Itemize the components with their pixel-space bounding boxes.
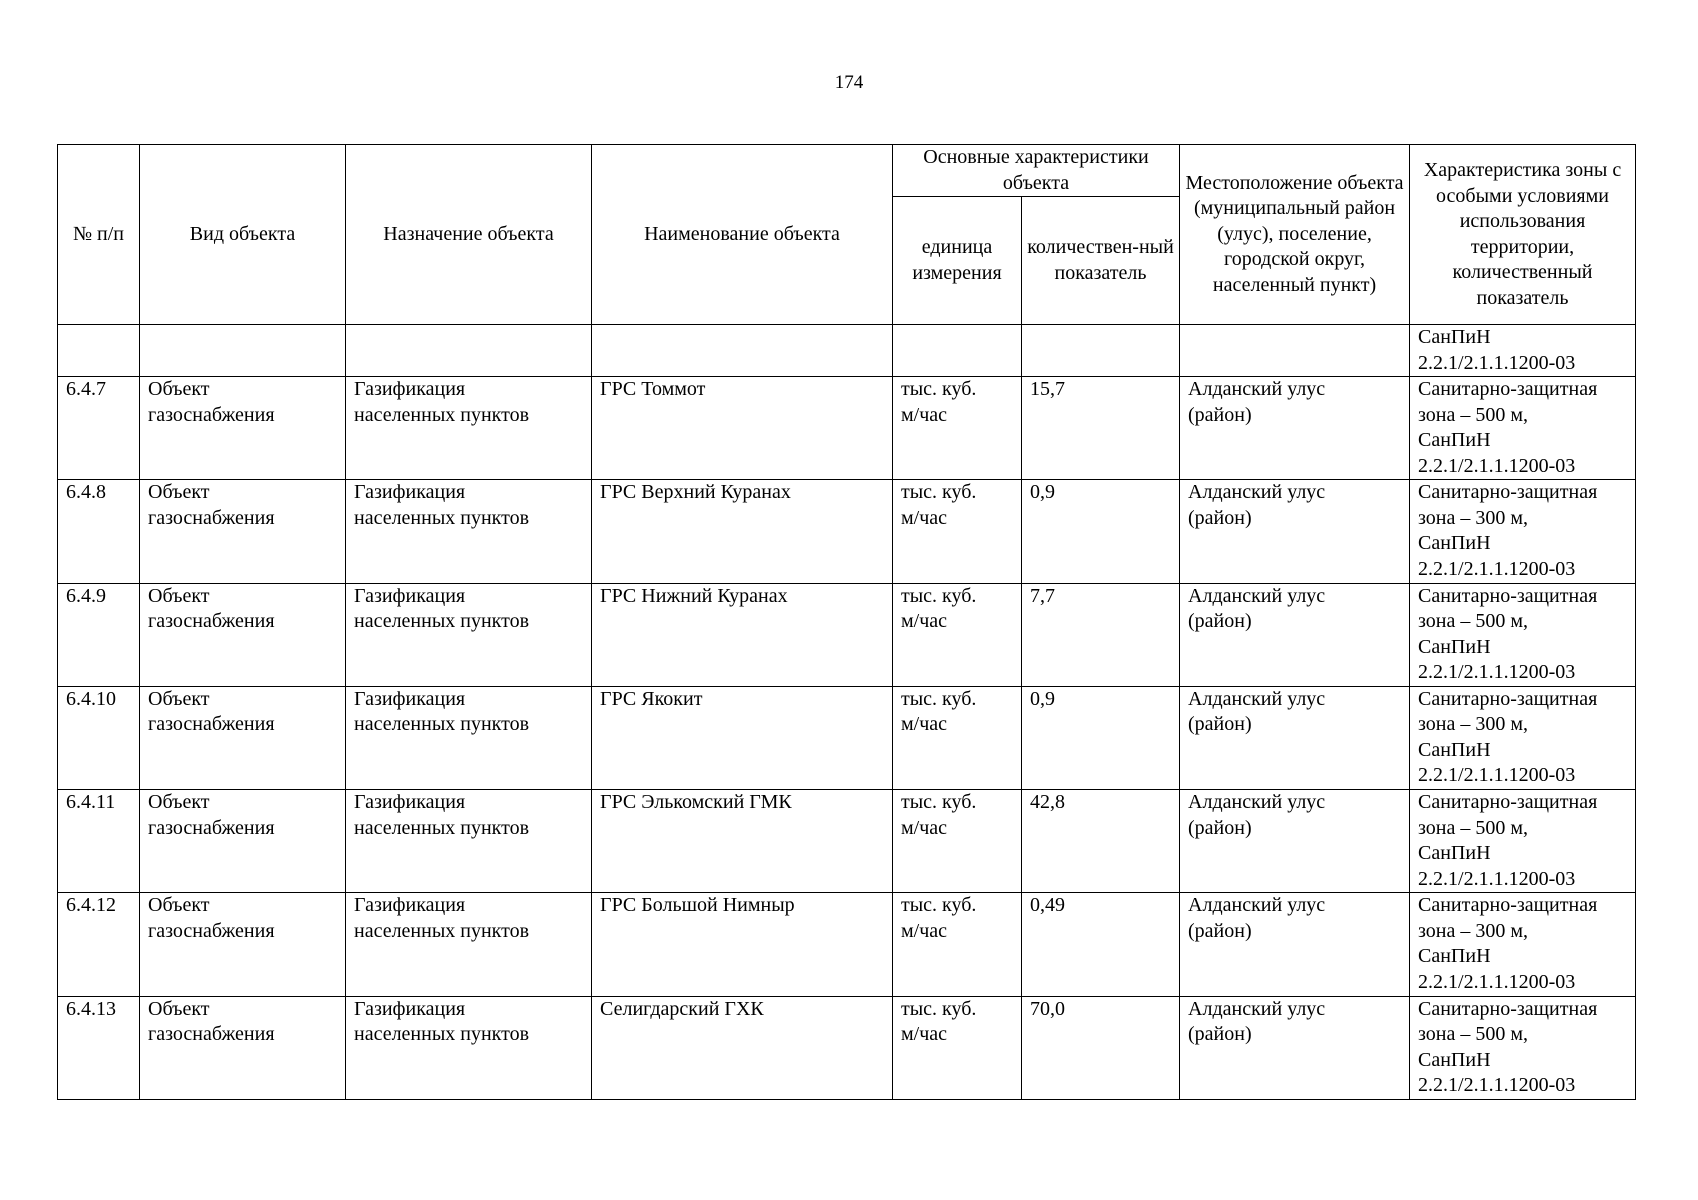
cell-line: зона – 300 м, xyxy=(1418,713,1529,736)
cell-type xyxy=(140,996,346,1099)
cell-location xyxy=(1180,996,1410,1099)
header-num: № п/п xyxy=(58,145,140,325)
cell-line: Санитарно-защитная xyxy=(1418,687,1598,710)
cell-line: СанПиН xyxy=(1418,738,1491,761)
cell-line: газоснабжения xyxy=(148,713,275,736)
cell-line: Газификация xyxy=(354,997,466,1020)
cell-quantity: 0,49 xyxy=(1022,893,1180,996)
header-type: Вид объекта xyxy=(140,145,346,325)
table-row xyxy=(58,893,1636,996)
cell-line: 2.2.1/2.1.1.1200-03 xyxy=(1418,867,1576,890)
table-row xyxy=(58,996,1636,1099)
header-location: Местоположение объекта (муниципальный район (улус), поселение, городской округ, населенный пункт) xyxy=(1180,145,1410,325)
cell-line: (район) xyxy=(1188,1023,1252,1046)
cell-line: тыс. куб. xyxy=(901,791,977,814)
table-body xyxy=(58,325,1636,1100)
cell-num: 6.4.11 xyxy=(58,790,140,893)
cell-line: 2.2.1/2.1.1.1200-03 xyxy=(1418,454,1576,477)
cell-name: ГРС Верхний Куранах xyxy=(592,480,893,583)
cell-line: Санитарно-защитная xyxy=(1418,481,1598,504)
cell-line: (район) xyxy=(1188,919,1252,942)
cell-line: 2.2.1/2.1.1.1200-03 xyxy=(1418,351,1576,374)
cell-line: Газификация xyxy=(354,481,466,504)
cell-unit xyxy=(893,893,1022,996)
cell-type xyxy=(140,893,346,996)
table-row xyxy=(58,583,1636,686)
cell-purpose xyxy=(346,480,592,583)
cell-line: Санитарно-защитная xyxy=(1418,894,1598,917)
cell-line: (район) xyxy=(1188,816,1252,839)
cell-line: зона – 500 м, xyxy=(1418,403,1529,426)
cell-line: газоснабжения xyxy=(148,506,275,529)
cell-line: тыс. куб. xyxy=(901,481,977,504)
cell-line: Алданский улус xyxy=(1188,791,1326,814)
cell-line: Алданский улус xyxy=(1188,378,1326,400)
cell-line: газоснабжения xyxy=(148,610,275,633)
cell-num: 6.4.8 xyxy=(58,480,140,583)
cell-line: (район) xyxy=(1188,713,1252,736)
cell-line: тыс. куб. xyxy=(901,894,977,917)
header-main-characteristics: Основные характеристики объекта xyxy=(893,145,1180,197)
cell-line: Алданский улус xyxy=(1188,997,1326,1020)
cell-line: СанПиН xyxy=(1418,429,1491,451)
cell-line: газоснабжения xyxy=(148,816,275,839)
cell-location xyxy=(1180,893,1410,996)
cell-line: Алданский улус xyxy=(1188,481,1326,504)
cell-num: 6.4.9 xyxy=(58,583,140,686)
cell-line: Санитарно-защитная xyxy=(1418,584,1598,607)
cell-line: СанПиН xyxy=(1418,532,1491,555)
cell-line: тыс. куб. xyxy=(901,687,977,710)
cell-line: СанПиН xyxy=(1418,635,1491,658)
header-purpose: Назначение объекта xyxy=(346,145,592,325)
header-unit: единица измерения xyxy=(893,197,1022,325)
cell-line: населенных пунктов xyxy=(354,506,530,529)
cell-quantity: 42,8 xyxy=(1022,790,1180,893)
header-zone: Характеристика зоны с особыми условиями использования территории, количественный показатель xyxy=(1410,145,1636,325)
cell-line: зона – 300 м, xyxy=(1418,506,1529,529)
cell-name: ГРС Якокит xyxy=(592,686,893,789)
cell-type xyxy=(140,583,346,686)
cell-line: м/час xyxy=(901,919,948,942)
cell-line: м/час xyxy=(901,1023,948,1046)
cell-line: Алданский улус xyxy=(1188,894,1326,917)
cell-line: (район) xyxy=(1188,403,1252,426)
cell-line: 2.2.1/2.1.1.1200-03 xyxy=(1418,557,1576,580)
cell-quantity: 70,0 xyxy=(1022,996,1180,1099)
cell-unit xyxy=(893,790,1022,893)
cell-location xyxy=(1180,686,1410,789)
cell-line: Алданский улус xyxy=(1188,584,1326,607)
cell-location xyxy=(1180,583,1410,686)
cell-unit xyxy=(893,377,1022,480)
cell-purpose xyxy=(346,325,592,377)
cell-type xyxy=(140,790,346,893)
cell-line: Объект xyxy=(148,378,210,400)
cell-name: ГРС Элькомский ГМК xyxy=(592,790,893,893)
cell-purpose xyxy=(346,686,592,789)
cell-type xyxy=(140,325,346,377)
cell-name: Селигдарский ГХК xyxy=(592,996,893,1099)
cell-line: Объект xyxy=(148,997,210,1020)
cell-unit xyxy=(893,686,1022,789)
table-row xyxy=(58,480,1636,583)
cell-purpose xyxy=(346,790,592,893)
cell-line: Газификация xyxy=(354,894,466,917)
cell-line: Санитарно-защитная xyxy=(1418,378,1598,400)
cell-num: 6.4.13 xyxy=(58,996,140,1099)
cell-line: Объект xyxy=(148,894,210,917)
cell-line: зона – 500 м, xyxy=(1418,816,1529,839)
cell-line: населенных пунктов xyxy=(354,713,530,736)
cell-zone xyxy=(1410,790,1636,893)
cell-quantity: 0,9 xyxy=(1022,480,1180,583)
cell-line: 2.2.1/2.1.1.1200-03 xyxy=(1418,1074,1576,1097)
header-name: Наименование объекта xyxy=(592,145,893,325)
cell-line: газоснабжения xyxy=(148,1023,275,1046)
cell-num: 6.4.7 xyxy=(58,377,140,480)
table-row xyxy=(58,790,1636,893)
cell-line: Газификация xyxy=(354,584,466,607)
cell-line: 2.2.1/2.1.1.1200-03 xyxy=(1418,764,1576,787)
cell-quantity: 15,7 xyxy=(1022,377,1180,480)
cell-zone xyxy=(1410,583,1636,686)
cell-name: ГРС Большой Нимныр xyxy=(592,893,893,996)
cell-line: населенных пунктов xyxy=(354,403,530,426)
cell-line: СанПиН xyxy=(1418,945,1491,968)
cell-line: СанПиН xyxy=(1418,326,1491,348)
cell-purpose xyxy=(346,996,592,1099)
cell-line: тыс. куб. xyxy=(901,584,977,607)
cell-zone xyxy=(1410,377,1636,480)
cell-line: м/час xyxy=(901,610,948,633)
table-row xyxy=(58,686,1636,789)
cell-unit xyxy=(893,325,1022,377)
cell-type xyxy=(140,686,346,789)
cell-line: Санитарно-защитная xyxy=(1418,791,1598,814)
cell-line: газоснабжения xyxy=(148,919,275,942)
cell-unit xyxy=(893,480,1022,583)
cell-quantity xyxy=(1022,325,1180,377)
cell-zone xyxy=(1410,325,1636,377)
cell-num: 6.4.12 xyxy=(58,893,140,996)
cell-type xyxy=(140,377,346,480)
cell-name xyxy=(592,325,893,377)
table-row xyxy=(58,377,1636,480)
cell-line: населенных пунктов xyxy=(354,919,530,942)
cell-location xyxy=(1180,790,1410,893)
cell-line: Объект xyxy=(148,481,210,504)
cell-unit xyxy=(893,583,1022,686)
cell-line: зона – 300 м, xyxy=(1418,919,1529,942)
cell-line: СанПиН xyxy=(1418,842,1491,865)
cell-line: (район) xyxy=(1188,610,1252,633)
cell-line: (район) xyxy=(1188,506,1252,529)
cell-line: тыс. куб. xyxy=(901,378,977,400)
cell-zone xyxy=(1410,893,1636,996)
cell-quantity: 7,7 xyxy=(1022,583,1180,686)
cell-num xyxy=(58,325,140,377)
cell-line: населенных пунктов xyxy=(354,1023,530,1046)
cell-line: Газификация xyxy=(354,378,466,400)
cell-purpose xyxy=(346,377,592,480)
cell-num: 6.4.10 xyxy=(58,686,140,789)
cell-line: зона – 500 м, xyxy=(1418,1023,1529,1046)
cell-name: ГРС Томмот xyxy=(592,377,893,480)
cell-type xyxy=(140,480,346,583)
cell-line: Санитарно-защитная xyxy=(1418,997,1598,1020)
table-row-continuation xyxy=(58,325,1636,377)
header-quantity: количествен-ный показатель xyxy=(1022,197,1180,325)
table-header xyxy=(58,145,1636,325)
cell-zone xyxy=(1410,480,1636,583)
objects-table xyxy=(57,144,1636,1100)
cell-line: Газификация xyxy=(354,687,466,710)
cell-line: населенных пунктов xyxy=(354,610,530,633)
cell-name: ГРС Нижний Куранах xyxy=(592,583,893,686)
cell-line: м/час xyxy=(901,403,948,426)
cell-line: Объект xyxy=(148,791,210,814)
cell-quantity: 0,9 xyxy=(1022,686,1180,789)
cell-location xyxy=(1180,480,1410,583)
page-number: 174 xyxy=(834,72,864,93)
cell-line: м/час xyxy=(901,816,948,839)
cell-zone xyxy=(1410,996,1636,1099)
cell-line: зона – 500 м, xyxy=(1418,610,1529,633)
cell-line: Объект xyxy=(148,687,210,710)
cell-line: 2.2.1/2.1.1.1200-03 xyxy=(1418,661,1576,684)
cell-line: газоснабжения xyxy=(148,403,275,426)
cell-line: Алданский улус xyxy=(1188,687,1326,710)
cell-line: м/час xyxy=(901,713,948,736)
cell-line: СанПиН xyxy=(1418,1048,1491,1071)
cell-location xyxy=(1180,325,1410,377)
cell-zone xyxy=(1410,686,1636,789)
cell-line: Газификация xyxy=(354,791,466,814)
cell-purpose xyxy=(346,583,592,686)
cell-line: м/час xyxy=(901,506,948,529)
cell-line: 2.2.1/2.1.1.1200-03 xyxy=(1418,970,1576,993)
cell-line: тыс. куб. xyxy=(901,997,977,1020)
cell-line: Объект xyxy=(148,584,210,607)
cell-purpose xyxy=(346,893,592,996)
cell-line: населенных пунктов xyxy=(354,816,530,839)
cell-unit xyxy=(893,996,1022,1099)
cell-location xyxy=(1180,377,1410,480)
